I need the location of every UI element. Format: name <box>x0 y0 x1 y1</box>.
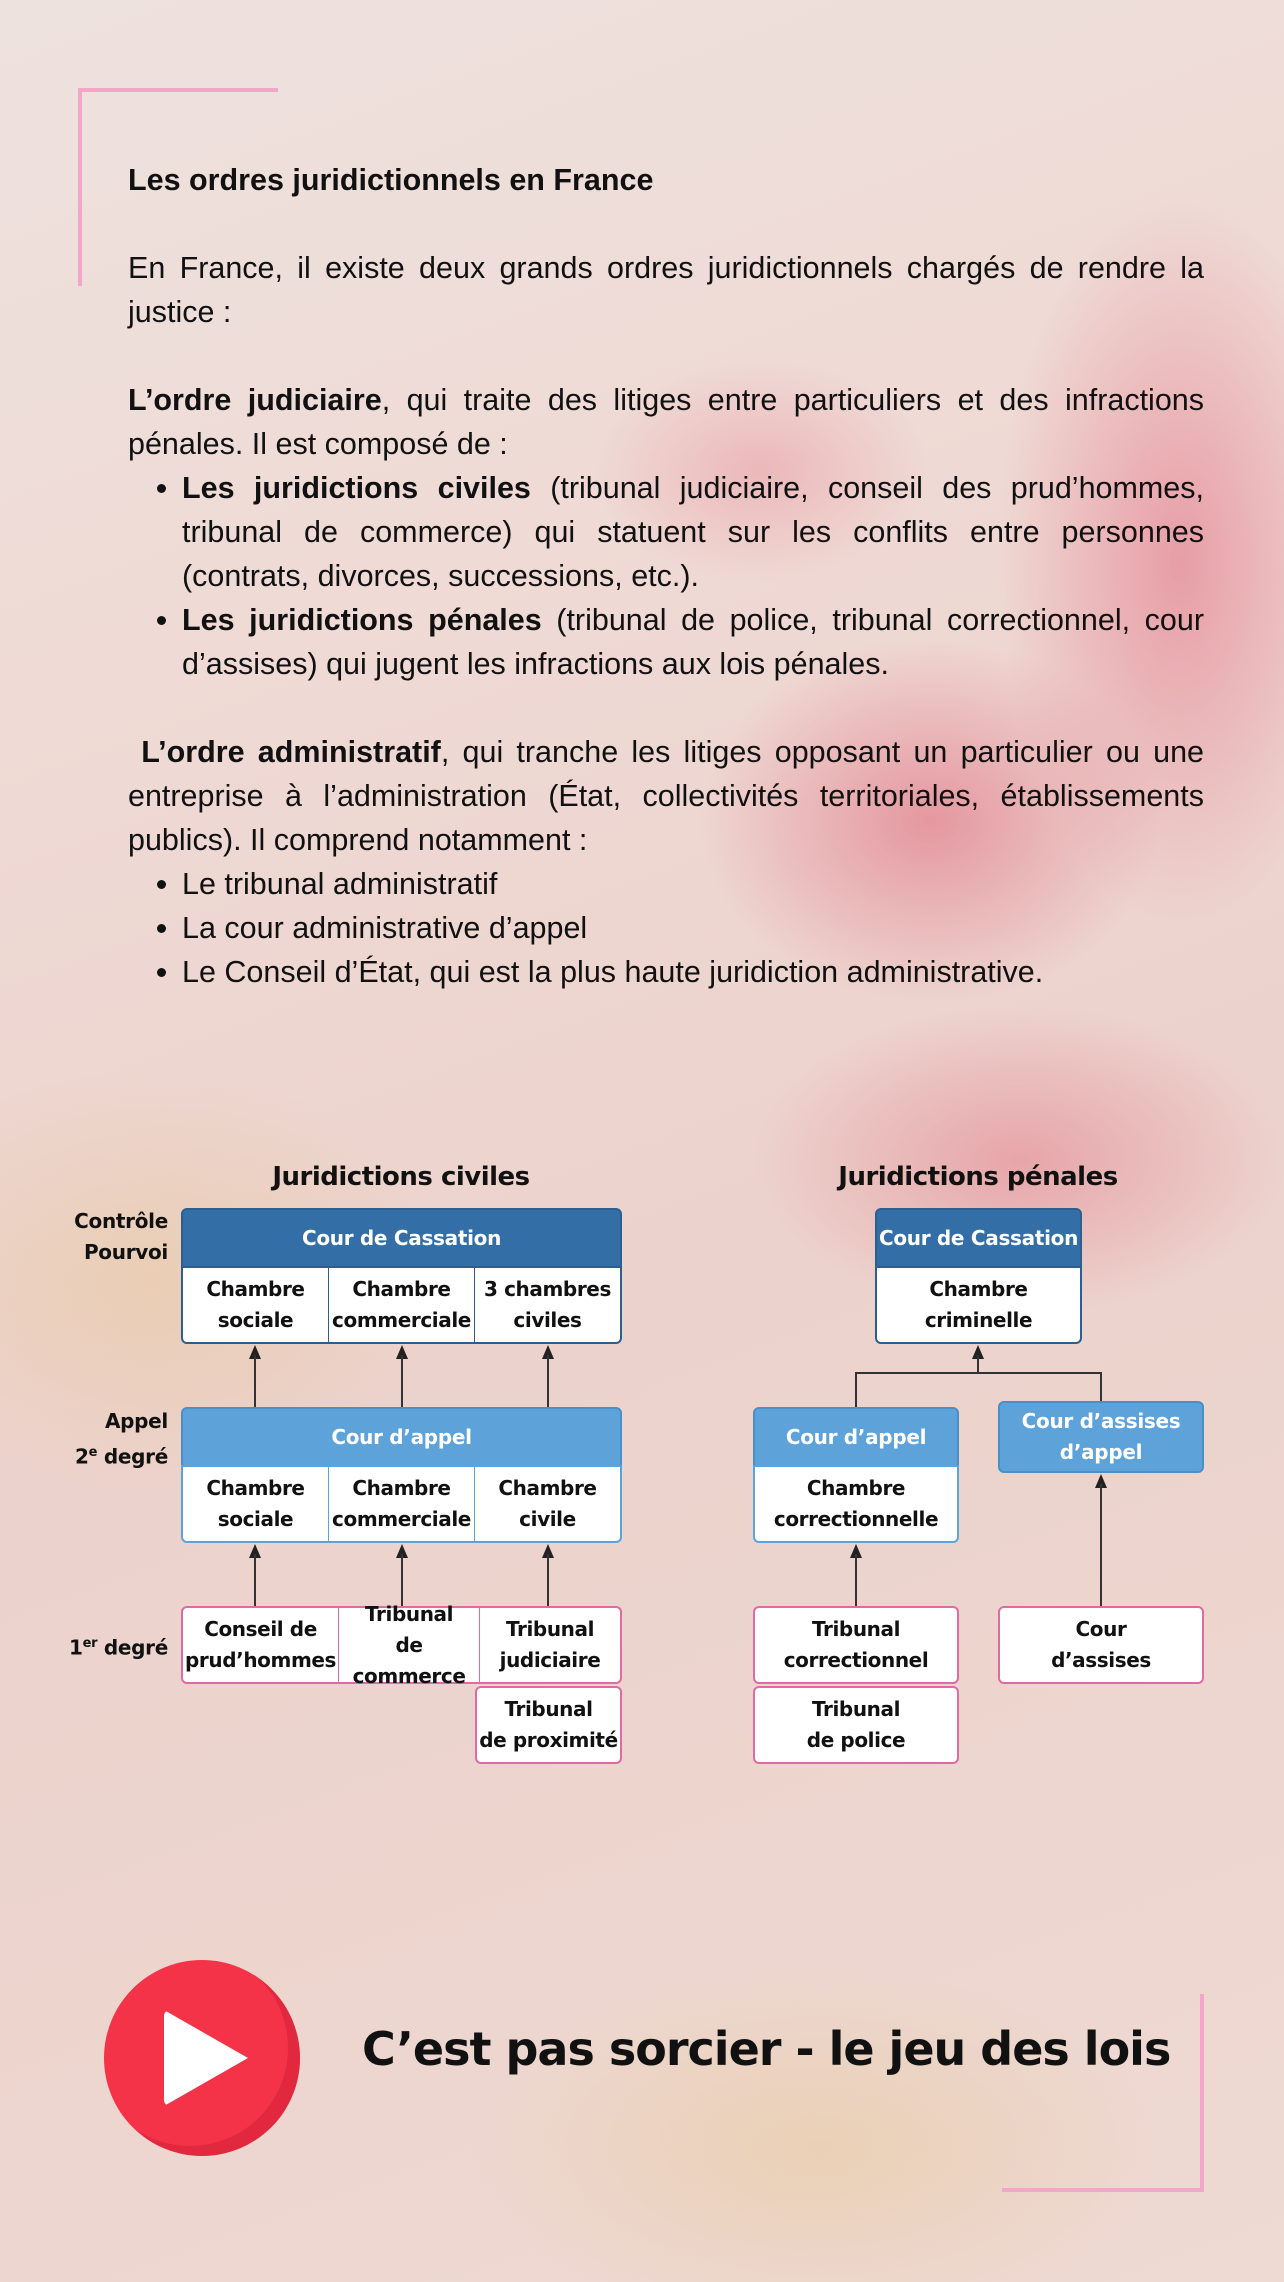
ordre-judiciaire-paragraph <box>128 378 1204 466</box>
chamber-cell: Chambre sociale <box>206 1476 305 1531</box>
chamber-cell: Chambre correctionnelle <box>773 1476 939 1531</box>
document-title: Les ordres juridictionnels en France <box>128 163 654 197</box>
document-text <box>128 158 1204 994</box>
connector-line <box>1100 1372 1102 1402</box>
chamber-cell: Chambre criminelle <box>924 1277 1033 1332</box>
level-label-appel <box>48 1406 168 1473</box>
penal-chambre-correctionnelle <box>753 1465 959 1543</box>
penal-tribunal-de-police <box>753 1686 959 1764</box>
court-cell: Tribunal de commerce <box>338 1608 479 1682</box>
level-label-line: 2e degré <box>75 1444 168 1469</box>
penal-chambre-criminelle <box>875 1266 1082 1344</box>
court-cell: Tribunal de police <box>806 1697 906 1752</box>
court-cell: Tribunal correctionnel <box>783 1617 929 1672</box>
chamber-cell: 3 chambres civiles <box>474 1268 620 1342</box>
civil-cour-d-appel: Cour d’appel <box>181 1407 622 1467</box>
ordre-administratif-text: , qui tranche les litiges opposant un particulier ou une entreprise à l’administration (État, collectivités territoriales, établissements publics). Il comprend notamment : <box>128 735 1205 857</box>
list-item-text: (tribunal de police, tribunal correctionnel, cour d’assises) qui jugent les infractions aux lois pénales. <box>182 603 1204 681</box>
level-label-line: Appel <box>104 1409 168 1433</box>
connector-line <box>254 1554 256 1606</box>
connector-line <box>977 1355 979 1373</box>
frame-corner-bottom-right <box>1002 2188 1204 2192</box>
list-item: • La cour administrative d’appel <box>182 906 1204 950</box>
civil-cour-de-cassation: Cour de Cassation <box>181 1208 622 1268</box>
frame-corner-bottom-right-vertical <box>1200 1994 1204 2192</box>
connector-line <box>547 1355 549 1407</box>
penal-title: Juridictions pénales <box>838 1162 1118 1192</box>
level-label-controle <box>48 1206 168 1268</box>
chamber-cell: Chambre commerciale <box>328 1467 474 1541</box>
chamber-cell: Chambre sociale <box>206 1277 305 1332</box>
list-item-bold: Les juridictions pénales <box>182 603 542 637</box>
list-item <box>182 466 1204 598</box>
connector-line <box>1100 1484 1102 1606</box>
penal-cour-d-assises <box>998 1606 1204 1684</box>
civil-title: Juridictions civiles <box>272 1162 530 1192</box>
list-item: • Le Conseil d’État, qui est la plus haute juridiction administrative. <box>182 950 1204 994</box>
level-label-line: 1er degré <box>68 1635 168 1660</box>
connector-line <box>855 1372 857 1407</box>
game-link[interactable]: C’est pas sorcier - le jeu des lois <box>362 2022 1171 2076</box>
list-item <box>182 598 1204 686</box>
judiciaire-list <box>128 466 1204 686</box>
court-cell: Conseil de prud’hommes <box>185 1617 337 1672</box>
frame-corner-top-left <box>78 88 278 92</box>
ordre-judiciaire-lead: L’ordre judiciaire <box>128 383 382 417</box>
list-item-text: (tribunal judiciaire, conseil des prud’hommes, tribunal de commerce) qui statuent sur les conflits entre personnes (contrats, divorces, successions, etc.). <box>182 471 1204 593</box>
level-label-line: Pourvoi <box>83 1240 168 1264</box>
connector-line <box>547 1554 549 1606</box>
ordre-administratif-paragraph <box>128 730 1204 862</box>
connector-line <box>254 1355 256 1407</box>
court-cell: Cour d’assises <box>1051 1617 1151 1672</box>
penal-cour-d-appel: Cour d’appel <box>753 1407 959 1467</box>
administratif-list <box>128 862 1204 994</box>
penal-tribunal-correctionnel <box>753 1606 959 1684</box>
court-cell: Tribunal de proximité <box>479 1697 618 1752</box>
list-item: • Le tribunal administratif <box>182 862 1204 906</box>
chamber-cell: Chambre civile <box>474 1467 620 1541</box>
play-icon[interactable] <box>164 2010 248 2106</box>
civil-appel-chambers <box>181 1465 622 1543</box>
civil-first-degree <box>181 1601 622 1688</box>
ordre-judiciaire-text: , qui traite des litiges entre particuliers et des infractions pénales. Il est composé de : <box>128 383 1204 461</box>
level-label-premier <box>48 1628 168 1664</box>
frame-corner-top-left-vertical <box>78 88 82 286</box>
ordre-administratif-lead: L’ordre administratif <box>141 735 441 769</box>
penal-cour-de-cassation: Cour de Cassation <box>875 1208 1082 1268</box>
chamber-cell: Chambre commerciale <box>328 1268 474 1342</box>
civil-tribunal-proximite <box>475 1686 622 1764</box>
civil-cassation-chambers <box>181 1266 622 1344</box>
connector-line <box>855 1372 1102 1374</box>
connector-line <box>401 1355 403 1407</box>
intro-paragraph: En France, il existe deux grands ordres juridictionnels chargés de rendre la justice : <box>128 251 1204 329</box>
connector-line <box>855 1554 857 1606</box>
penal-cour-d-assises-appel: Cour d’assises d’appel <box>998 1401 1204 1473</box>
level-label-line: Contrôle <box>74 1209 168 1233</box>
court-cell: Tribunal judiciaire <box>479 1608 620 1682</box>
list-item-bold: Les juridictions civiles <box>182 471 531 505</box>
